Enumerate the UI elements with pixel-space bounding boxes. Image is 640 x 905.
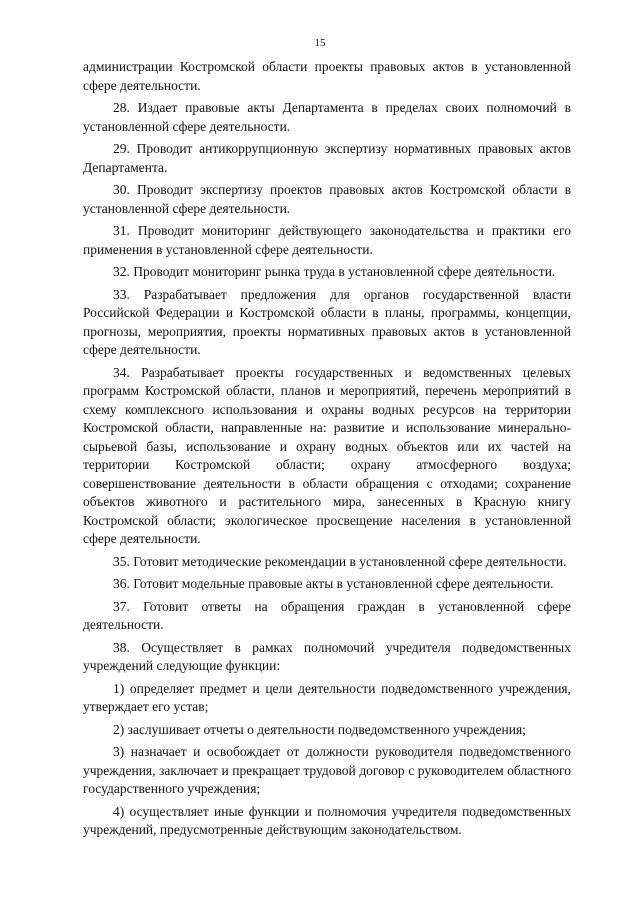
paragraph: 36. Готовит модельные правовые акты в установленной сфере деятельности. — [113, 576, 554, 591]
paragraph: 3) назначает и освобождает от должности руководителя подведомственного учреждения, заключает и прекращает трудовой договор с руководителем областного государственного учреждения; — [83, 744, 571, 796]
paragraph: 31. Проводит мониторинг действующего законодательства и практики его применения в установленной сфере деятельности. — [83, 223, 571, 257]
paragraph: 33. Разрабатывает предложения для органов государственной власти Российской Федерации и Костромской области в планы, программы, концепции, прогнозы, мероприятия, проекты нормативных правовых актов в установленной сфере деятельности. — [83, 286, 571, 357]
paragraph: 4) осуществляет иные функции и полномочия учредителя подведомственных учреждений, предусмотренные действующим законодательством. — [83, 803, 571, 837]
paragraph: 37. Готовит ответы на обращения граждан в установленной сфере деятельности. — [83, 598, 571, 632]
paragraph: 34. Разрабатывает проекты государственных и ведомственных целевых программ Костромской области, планов и мероприятий, перечень мероприятий в схему комплексного использования и охраны водных ресурсов на территории Костромской области, направленные на: развитие и использование минерально-сырьевой базы, использование и охрану водных объектов или их частей на территории Костромской области; охрану атмосферного воздуха; совершенствование деятельности в области обращения с отходами; сохранение объектов животного и растительного мира, занесенных в Красную книгу Костромской области; экологическое просвещение населения в установленной сфере деятельности. — [83, 364, 571, 546]
paragraph: 1) определяет предмет и цели деятельности подведомственного учреждения, утверждает его устав; — [83, 680, 571, 714]
paragraph: 2) заслушивает отчеты о деятельности подведомственного учреждения; — [113, 721, 526, 737]
paragraph: 32. Проводит мониторинг рынка труда в установленной сфере деятельности. — [113, 264, 556, 279]
paragraph: 29. Проводит антикоррупционную экспертизу нормативных правовых актов Департамента. — [83, 141, 571, 175]
paragraph: 38. Осуществляет в рамках полномочий учредителя подведомственных учреждений следующие функции: — [83, 639, 571, 673]
document-body — [83, 58, 571, 844]
paragraph-continuation: администрации Костромской области проекты правовых актов в установленной сфере деятельности. — [83, 59, 571, 93]
paragraph: 28. Издает правовые акты Департамента в пределах своих полномочий в установленной сфере деятельности. — [83, 100, 571, 134]
page-number: 15 — [314, 37, 326, 49]
paragraph: 30. Проводит экспертизу проектов правовых актов Костромской области в установленной сфере деятельности. — [83, 182, 571, 216]
paragraph: 35. Готовит методические рекомендации в установленной сфере деятельности. — [113, 553, 567, 569]
